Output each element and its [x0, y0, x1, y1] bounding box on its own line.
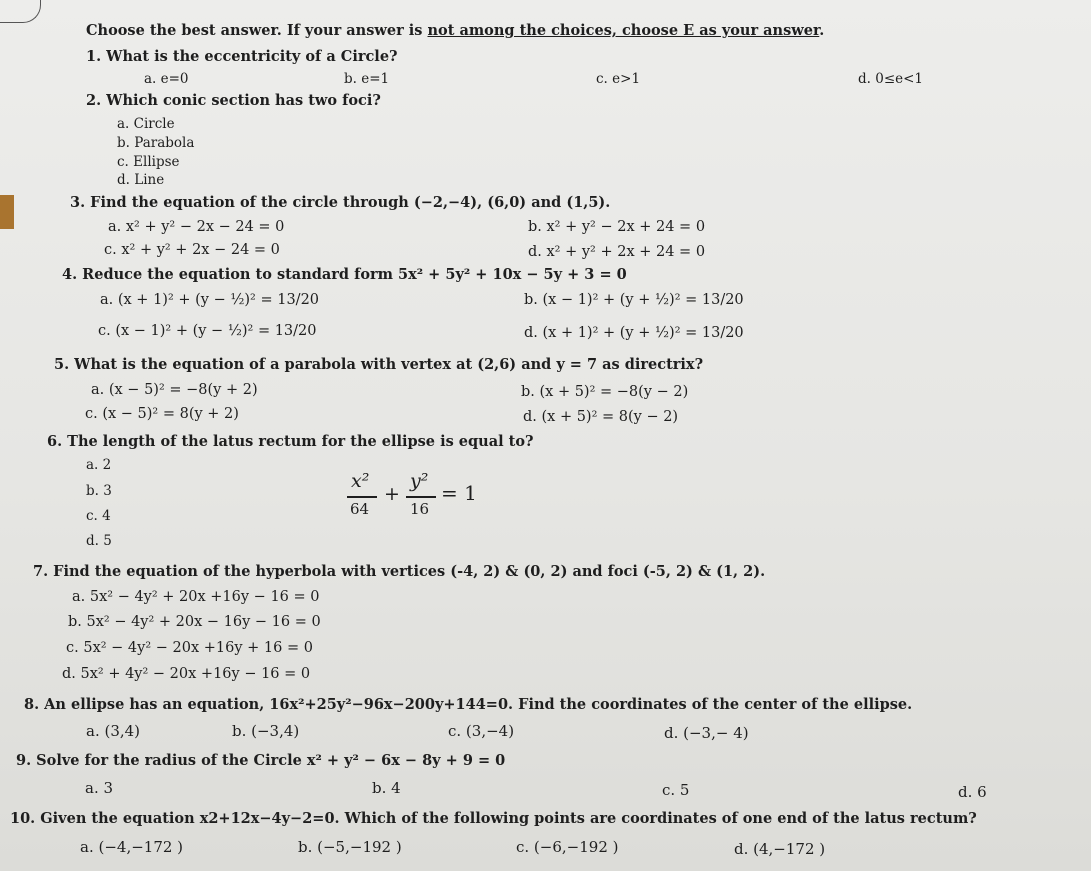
q10-option-b: b. (−5,−192 ) [298, 838, 402, 856]
q10-option-d: d. (4,−172 ) [734, 840, 826, 858]
q9-option-a: a. 3 [85, 779, 114, 797]
question-8: 8. An ellipse has an equation, 16x²+25y²−96x−200y+144=0. Find the coordinates of the center of the ellipse. [24, 696, 913, 713]
q6-option-d: d. 5 [86, 533, 112, 549]
question-9: 9. Solve for the radius of the Circle x² + y² − 6x − 8y + 9 = 0 [16, 752, 506, 769]
instructions-text: Choose the best answer. If your answer is [86, 22, 428, 39]
q9-option-d: d. 6 [958, 783, 987, 801]
q2-option-b: b. Parabola [117, 135, 195, 151]
eq-y2: y² [410, 470, 429, 492]
q5-option-c: c. (x − 5)² = 8(y + 2) [85, 406, 239, 422]
question-6: 6. The length of the latus rectum for the ellipse is equal to? [47, 433, 534, 450]
question-10: 10. Given the equation x2+12x−4y−2=0. Which of the following points are coordinates of one end of the latus rectum? [10, 810, 977, 827]
eq-den-16: 16 [410, 500, 430, 518]
q3-option-d: d. x² + y² + 2x + 24 = 0 [528, 244, 706, 260]
q9-option-b: b. 4 [372, 779, 401, 797]
q5-option-d: d. (x + 5)² = 8(y − 2) [523, 409, 679, 425]
q7-option-c: c. 5x² − 4y² − 20x +16y + 16 = 0 [66, 640, 313, 656]
question-5: 5. What is the equation of a parabola with vertex at (2,6) and y = 7 as directrix? [54, 356, 704, 373]
eq-den-64: 64 [350, 500, 370, 518]
question-4: 4. Reduce the equation to standard form 5x² + 5y² + 10x − 5y + 3 = 0 [62, 266, 627, 283]
q7-option-d: d. 5x² + 4y² − 20x +16y − 16 = 0 [62, 666, 311, 682]
q1-option-c: c. e>1 [596, 71, 641, 87]
question-3: 3. Find the equation of the circle through (−2,−4), (6,0) and (1,5). [70, 194, 611, 211]
q4-option-b: b. (x − 1)² + (y + ½)² = 13/20 [524, 292, 744, 308]
q8-option-b: b. (−3,4) [232, 722, 300, 740]
q9-option-c: c. 5 [662, 781, 690, 799]
question-7: 7. Find the equation of the hyperbola with vertices (-4, 2) & (0, 2) and foci (-5, 2) & (1, 2). [33, 563, 766, 580]
eq-fraction-bar-1 [347, 496, 377, 498]
eq-equals-one: = 1 [441, 481, 477, 505]
q3-option-b: b. x² + y² − 2x + 24 = 0 [528, 219, 706, 235]
q8-option-a: a. (3,4) [86, 722, 141, 740]
page-corner-mark [0, 0, 41, 23]
q4-option-d: d. (x + 1)² + (y + ½)² = 13/20 [524, 325, 744, 341]
q6-option-b: b. 3 [86, 483, 112, 499]
instructions-underlined: not among the choices, choose E as your answer [427, 22, 820, 39]
q5-option-a: a. (x − 5)² = −8(y + 2) [91, 382, 258, 398]
q3-option-a: a. x² + y² − 2x − 24 = 0 [108, 219, 285, 235]
q8-option-c: c. (3,−4) [448, 722, 515, 740]
eq-x2: x² [351, 470, 370, 492]
q4-option-c: c. (x − 1)² + (y − ½)² = 13/20 [98, 323, 317, 339]
page-edge-tab [0, 195, 14, 229]
q7-option-b: b. 5x² − 4y² + 20x − 16y − 16 = 0 [68, 614, 321, 630]
question-2: 2. Which conic section has two foci? [86, 92, 381, 109]
q2-option-c: c. Ellipse [117, 154, 180, 170]
eq-fraction-bar-2 [406, 496, 436, 498]
q8-option-d: d. (−3,− 4) [664, 724, 749, 742]
q10-option-a: a. (−4,−172 ) [80, 838, 184, 856]
q3-option-c: c. x² + y² + 2x − 24 = 0 [104, 242, 280, 258]
instructions [86, 22, 824, 40]
q5-option-b: b. (x + 5)² = −8(y − 2) [521, 384, 689, 400]
q10-option-c: c. (−6,−192 ) [516, 838, 619, 856]
q6-option-a: a. 2 [86, 457, 112, 473]
q6-option-c: c. 4 [86, 508, 111, 524]
eq-plus: + [384, 483, 400, 505]
q1-option-b: b. e=1 [344, 71, 390, 87]
q7-option-a: a. 5x² − 4y² + 20x +16y − 16 = 0 [72, 589, 320, 605]
q4-option-a: a. (x + 1)² + (y − ½)² = 13/20 [100, 292, 320, 308]
question-1: 1. What is the eccentricity of a Circle? [86, 48, 398, 65]
q1-option-a: a. e=0 [144, 71, 189, 87]
q1-option-d: d. 0≤e<1 [858, 71, 924, 87]
q2-option-a: a. Circle [117, 116, 175, 132]
q2-option-d: d. Line [117, 172, 165, 188]
instructions-suffix: . [819, 22, 825, 39]
